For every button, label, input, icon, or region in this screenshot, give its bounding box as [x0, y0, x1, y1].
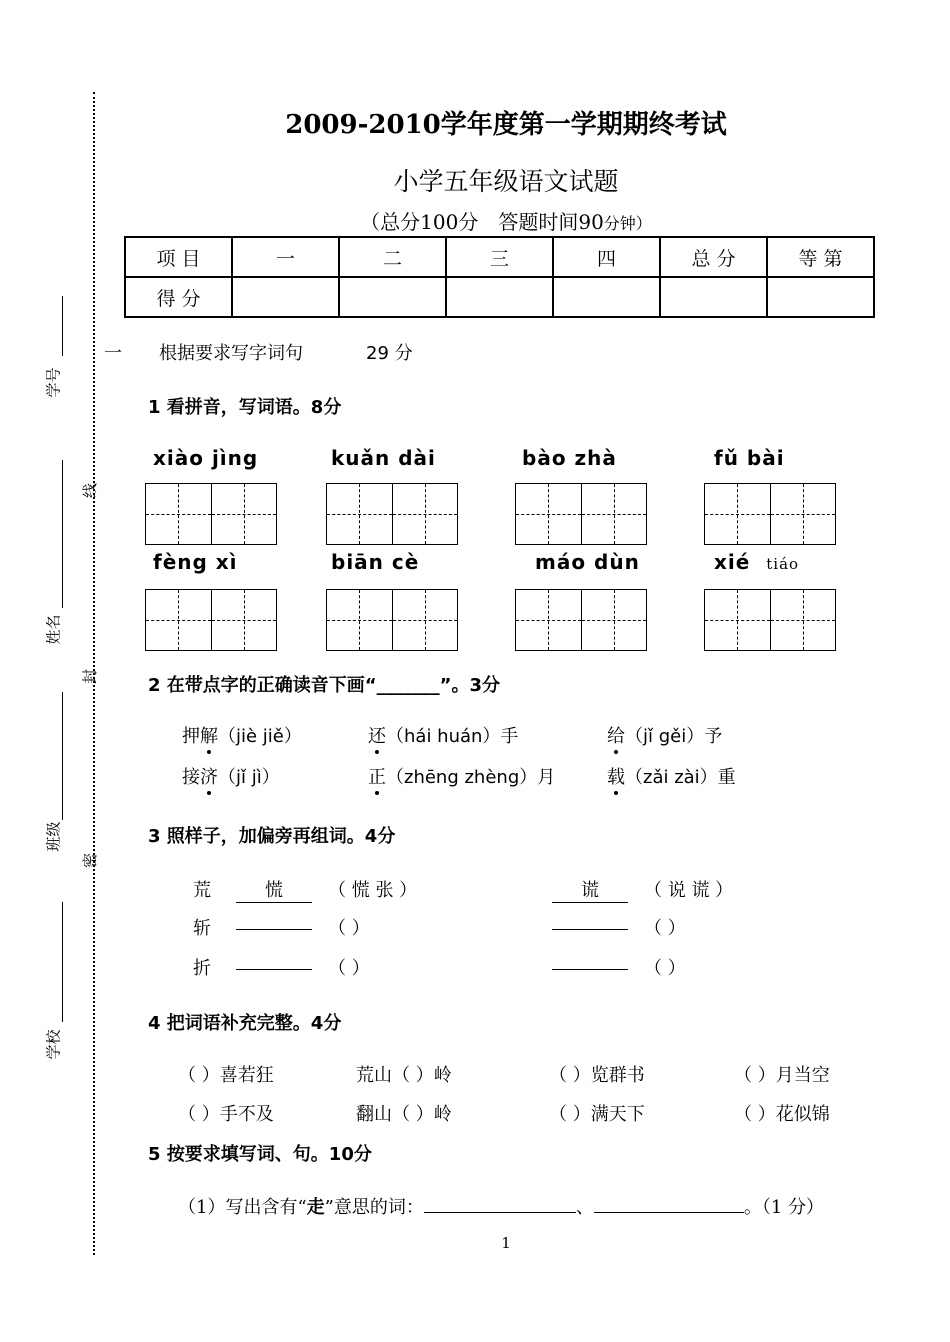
q4-idiom[interactable]: 翻山（ ）岭 [356, 1104, 452, 1125]
q2-options: （jǐ gěi）予 [625, 726, 723, 747]
q4-idiom[interactable]: （ ）喜若狂 [178, 1065, 274, 1086]
q2-item[interactable] [368, 763, 555, 789]
q2-item[interactable] [182, 763, 280, 789]
writing-grid[interactable] [515, 589, 647, 651]
exam-note [0, 206, 950, 235]
q3-answer [552, 929, 628, 930]
writing-grid[interactable] [326, 483, 458, 545]
q3-blank-a[interactable] [236, 876, 312, 903]
q2-dotted-char: 还 [368, 726, 386, 747]
score-header-cell: 四 [553, 237, 660, 277]
q3-base-char: 荒 [193, 880, 211, 901]
grid-cell[interactable] [393, 590, 458, 650]
class-field[interactable] [62, 692, 63, 820]
q2-dotted-char: 解 [200, 726, 218, 747]
q4-idiom[interactable]: （ ）满天下 [549, 1104, 645, 1125]
grid-cell[interactable] [771, 484, 836, 544]
name-label: 姓名 [44, 614, 63, 645]
class-label: 班级 [44, 821, 63, 852]
q3-title: 3 照样子，加偏旁再组词。4分 [148, 826, 396, 847]
q3-answer [552, 969, 628, 970]
score-row-label: 得 分 [125, 277, 232, 317]
writing-grid[interactable] [704, 589, 836, 651]
q2-item[interactable] [182, 722, 302, 748]
q5-item-1-keyword: 走 [306, 1197, 325, 1218]
q3-base-char: 折 [193, 958, 211, 979]
grid-cell[interactable] [582, 484, 647, 544]
q5-item-1-prefix: （1）写出含有“ [178, 1197, 307, 1218]
score-cell[interactable] [339, 277, 446, 317]
grid-cell[interactable] [705, 590, 771, 650]
score-header-cell: 总 分 [660, 237, 767, 277]
q5-title: 5 按要求填写词、句。10分 [148, 1144, 372, 1165]
pinyin-5: fèng xì [153, 550, 238, 574]
q2-options: （hái huán）手 [386, 726, 519, 747]
pinyin-6: biān cè [331, 550, 420, 574]
q3-blank-b[interactable] [552, 954, 628, 975]
q3-answer [236, 929, 312, 930]
score-header-cell: 三 [446, 237, 553, 277]
q2-item[interactable] [607, 722, 722, 748]
q3-words-a[interactable]: （ ） [328, 958, 370, 979]
seal-word-line: 线 [81, 482, 100, 499]
exam-note-unit: 分钟） [603, 214, 652, 233]
score-header-cell: 等 第 [767, 237, 874, 277]
q2-options: （jiè jiě） [218, 726, 302, 747]
writing-grid[interactable] [326, 589, 458, 651]
score-header-cell: 一 [232, 237, 339, 277]
q3-words-a[interactable]: （ 慌 张 ） [328, 880, 418, 901]
grid-cell[interactable] [516, 590, 582, 650]
score-table-row [125, 277, 874, 317]
school-label: 学校 [44, 1029, 63, 1060]
q4-title: 4 把词语补充完整。4分 [148, 1013, 342, 1034]
q2-dotted-char: 正 [368, 767, 386, 788]
score-header-cell: 项 目 [125, 237, 232, 277]
q1-title: 1 看拼音，写词语。8分 [148, 397, 342, 418]
q4-idiom[interactable]: 荒山（ ）岭 [356, 1065, 452, 1086]
score-cell[interactable] [767, 277, 874, 317]
pinyin-4: fǔ bài [714, 446, 785, 470]
grid-cell[interactable] [705, 484, 771, 544]
name-field[interactable] [62, 460, 63, 608]
q3-base-char: 斩 [193, 918, 211, 939]
q3-words-a[interactable]: （ ） [328, 918, 370, 939]
q3-blank-b[interactable] [552, 876, 628, 903]
pinyin-1: xiào jìng [153, 446, 259, 470]
score-cell[interactable] [660, 277, 767, 317]
pinyin-8-a: xié [714, 550, 751, 574]
q3-words-b[interactable]: （ ） [644, 958, 686, 979]
exam-title: 2009-2010学年度第一学期期终考试 [285, 110, 727, 140]
grid-cell[interactable] [393, 484, 458, 544]
q5-answer-blank-1[interactable] [424, 1194, 576, 1213]
grid-cell[interactable] [327, 590, 393, 650]
seal-word-seal: 封 [81, 668, 100, 685]
pinyin-2: kuǎn dài [331, 446, 436, 470]
score-header-cell: 二 [339, 237, 446, 277]
score-cell[interactable] [232, 277, 339, 317]
pinyin-8 [714, 550, 799, 574]
grid-cell[interactable] [146, 484, 212, 544]
grid-cell[interactable] [771, 590, 836, 650]
grid-cell[interactable] [582, 590, 647, 650]
q2-char: 接 [182, 767, 200, 788]
pinyin-8-b: tiáo [766, 555, 800, 573]
q5-item-1-middle: ”意思的词： [324, 1197, 424, 1218]
writing-grid[interactable] [145, 589, 277, 651]
score-cell[interactable] [446, 277, 553, 317]
q3-blank-b[interactable] [552, 914, 628, 935]
score-table-header [125, 237, 874, 277]
section-1-number: 一 [104, 343, 122, 364]
q2-dotted-char: 给 [607, 726, 625, 747]
student-id-label: 学号 [44, 367, 63, 398]
q3-answer [236, 969, 312, 970]
score-cell[interactable] [553, 277, 660, 317]
q5-item-1-suffix: 。（1 分） [743, 1197, 825, 1218]
exam-subtitle: 小学五年级语文试题 [393, 167, 619, 196]
writing-grid[interactable] [515, 483, 647, 545]
q3-words-b[interactable]: （ 说 谎 ） [644, 880, 734, 901]
q2-dotted-char: 载 [607, 767, 625, 788]
q4-idiom[interactable]: （ ）览群书 [549, 1065, 645, 1086]
grid-cell[interactable] [146, 590, 212, 650]
q5-item-1-sep: 、 [575, 1197, 594, 1218]
q3-words-b[interactable]: （ ） [644, 918, 686, 939]
section-1-points: 29 分 [366, 343, 413, 364]
grid-cell[interactable] [327, 484, 393, 544]
q4-idiom[interactable]: （ ）月当空 [734, 1065, 830, 1086]
q2-title: 2 在带点字的正确读音下画“_______”。3分 [148, 675, 500, 696]
score-table [124, 236, 875, 318]
q2-dotted-char: 济 [200, 767, 218, 788]
grid-cell[interactable] [212, 484, 277, 544]
q4-idiom[interactable]: （ ）手不及 [178, 1104, 274, 1125]
q4-idiom[interactable]: （ ）花似锦 [734, 1104, 830, 1125]
q2-options: （zhēng zhèng）月 [386, 767, 556, 788]
q2-options: （jǐ jì） [218, 767, 280, 788]
exam-note-main: （总分100分 答题时间90 [360, 210, 604, 234]
writing-grid[interactable] [704, 483, 836, 545]
grid-cell[interactable] [212, 590, 277, 650]
student-id-field[interactable] [62, 296, 63, 356]
q2-item[interactable] [607, 763, 736, 789]
pinyin-7: máo dùn [535, 550, 640, 574]
page-number: 1 [501, 1234, 511, 1252]
q2-item[interactable] [368, 722, 518, 748]
seal-word-secret: 密 [81, 852, 100, 869]
grid-cell[interactable] [516, 484, 582, 544]
q3-answer: 慌 [236, 876, 312, 903]
q3-answer: 谎 [552, 876, 628, 903]
q3-blank-a[interactable] [236, 954, 312, 975]
q2-char: 押 [182, 726, 200, 747]
section-1-label: 根据要求写字词句 [159, 343, 303, 364]
writing-grid[interactable] [145, 483, 277, 545]
q3-blank-a[interactable] [236, 914, 312, 935]
pinyin-3: bào zhà [522, 446, 617, 470]
q5-answer-blank-2[interactable] [594, 1194, 744, 1213]
q2-options: （zǎi zài）重 [625, 767, 736, 788]
q5-item-1 [178, 1193, 824, 1219]
school-field[interactable] [62, 902, 63, 1022]
